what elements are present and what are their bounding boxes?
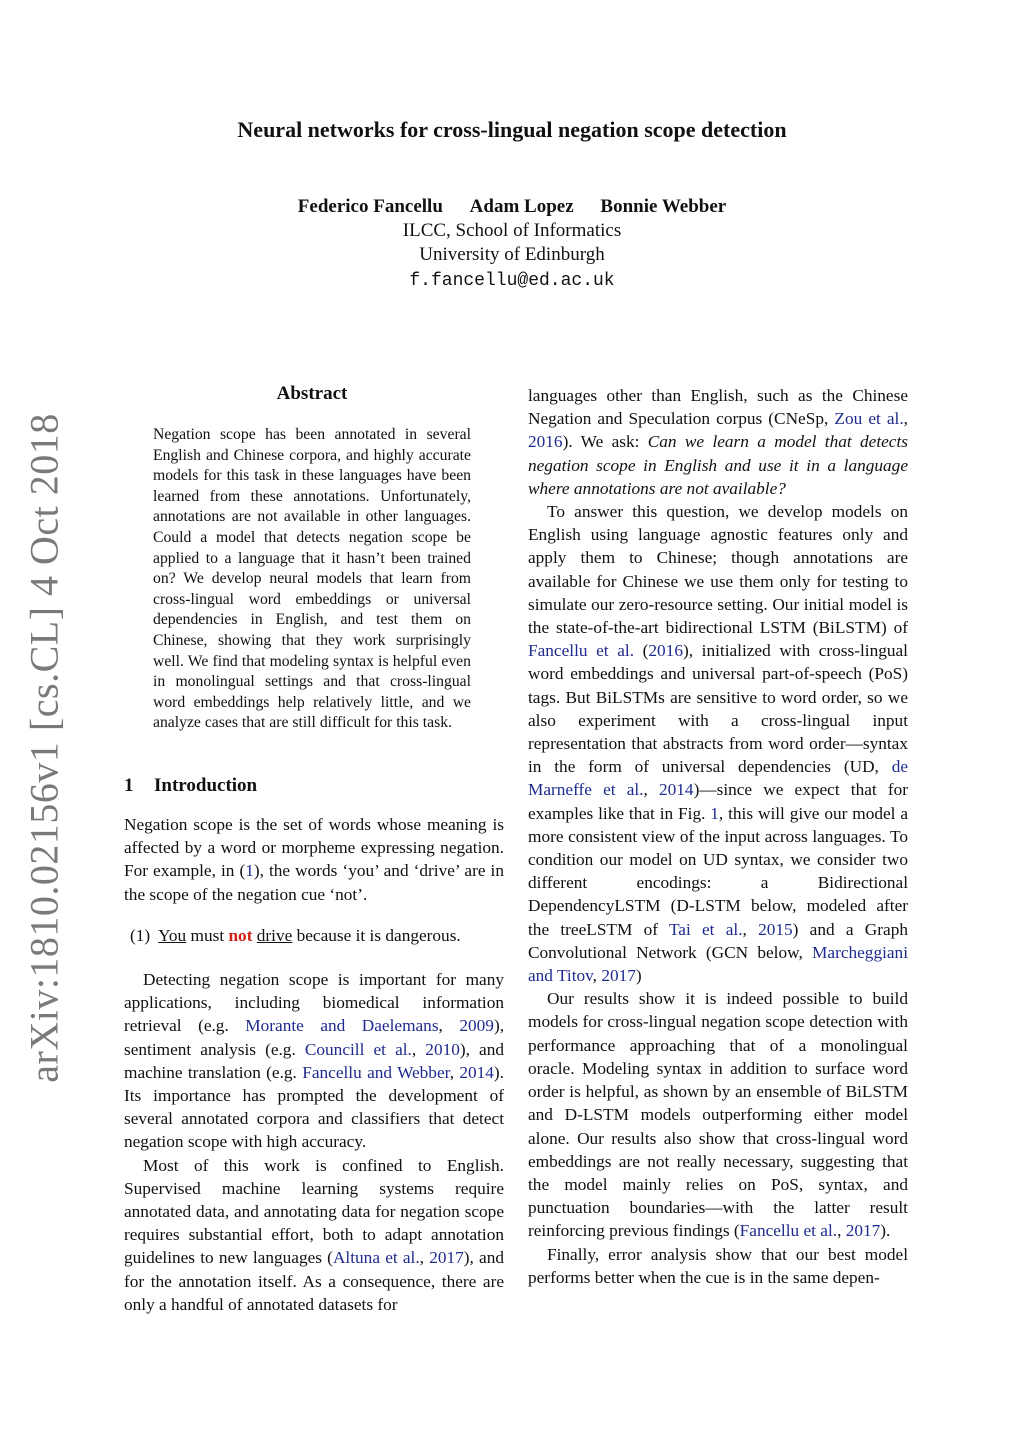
section-number: 1 <box>124 775 134 796</box>
citation-year-link[interactable]: 2016 <box>528 432 563 452</box>
example-number: (1) <box>130 926 151 945</box>
example-ref-link[interactable]: 1 <box>245 861 254 881</box>
abstract-text: Negation scope has been annotated in several English and Chinese corpora, and highly accurate models for this task in these languages have been learned from these annotations. Unfortunately, annotations are not available in other languages. Could a model that detects negation scope be applied to a language that it hasn’t been trained on? We develop neural models that learn from cross-lingual word embeddings or universal dependencies in English, and test them on Chinese, showing that they work surprisingly well. We find that modeling syntax is helpful even in monolingual settings and that cross-lingual word embeddings help relatively little, and we analyze cases that are still difficult for this task. <box>153 426 471 732</box>
negation-example: (1) You must not drive because it is dangerous. <box>130 926 461 945</box>
citation-year-link[interactable]: 2017 <box>429 1248 464 1268</box>
section-heading <box>124 775 257 797</box>
right-column: languages other than English, such as the Chinese Negation and Speculation corpus (CNeSp, Zou et al., 2016). We ask: Can we learn a model that detects negation scope in English and use it in a language where annotations are not available? To answer this question, we develop models on English using language agnostic features only and apply them to Chinese; though annotations are available for Chinese we use them only for testing to simulate our zero-resource setting. Our initial model is the state-of-the-art bidirectional LSTM (BiLSTM) of Fancellu et al. (2016), initialized with cross-lingual word embeddings and universal part-of-speech (PoS) tags. But BiLSTMs are sensitive to word order, so we also experiment with a cross-lingual input representation that abstracts from word order—syntax in the form of universal dependencies (UD, de Marneffe et al., 2014)—since we expect that for examples like that in Fig. 1, this will give our model a more consistent view of the input across languages. To condition our model on UD syntax, we consider two different encodings: a Bidirectional DependencyLSTM (D-LSTM below, modeled after the treeLSTM of Tai et al., 2015) and a Graph Convolutional Network (GCN below, Marcheggiani and Titov, 2017) Our results show it is indeed possible to build models for cross-lingual negation scope detection with performance approaching that of a monolingual oracle. Modeling syntax in addition to surface word order is helpful, as shown by an ensemble of BiLSTM and D-LSTM models outperforming either model alone. Our results also show that cross-lingual word embeddings are not really necessary, suggesting that the model mainly relies on PoS, syntax, and punctuation boundaries—with the latter result reinforcing previous findings (Fancellu et al., 2017). Finally, error analysis show that our best model performs better when the cue is in the same depen- <box>528 384 908 1289</box>
author-list <box>0 196 1024 218</box>
section-title: Introduction <box>154 775 258 796</box>
paper-title: Neural networks for cross-lingual negation scope detection <box>237 117 787 142</box>
author-name: Federico Fancellu <box>297 196 443 217</box>
author-email <box>0 269 1024 291</box>
citation-year-link[interactable]: 2010 <box>425 1039 460 1059</box>
citation-link[interactable]: Morante and Daelemans <box>245 1016 439 1036</box>
citation-link[interactable]: de Marneffe et al. <box>528 757 908 800</box>
final-paragraph: Finally, error analysis show that our best model performs better when the cue is in the same depen- <box>528 1244 908 1287</box>
citation-link[interactable]: Marcheggiani and Titov <box>528 942 908 986</box>
figure-ref-link[interactable]: 1 <box>710 803 719 823</box>
intro-paragraph-2: Detecting negation scope is important for many applications, including biomedical information retrieval (e.g. Morante and Daelemans, 2009), sentiment analysis (e.g. Councill et al., 2010), and machine translation (e.g. Fancellu and Webber, 2014). Its importance has prompted the development of several annotated corpora and classifiers that detect negation scope with high accuracy. Most of this work is confined to English. Supervised machine learning systems require annotated data, and annotating data for negation scope requires substantial effort, both to adapt annotation guidelines to new languages (Altuna et al., 2017), and for the annotation itself. As a consequence, there are only a handful of annotated datasets for <box>124 970 505 1314</box>
citation-link[interactable]: Tai et al. <box>668 919 743 939</box>
citation-year-link[interactable]: 2016 <box>648 641 683 661</box>
research-question: Can we learn a model that detects negation scope in English and use it in a language where annotations are not available? <box>528 432 908 498</box>
affiliation-line: ILCC, School of Informatics <box>402 220 622 241</box>
affiliation-line: University of Edinburgh <box>419 244 605 265</box>
arxiv-stamp-text: arXiv:1810.02156v1 [cs.CL] 4 Oct 2018 <box>21 413 67 1083</box>
citation-link[interactable]: Fancellu et al. <box>528 641 635 661</box>
author-name: Adam Lopez <box>469 196 574 217</box>
citation-year-link[interactable]: 2017 <box>845 1221 881 1241</box>
author-name: Bonnie Webber <box>600 196 727 217</box>
scope-word: You <box>158 926 187 945</box>
negation-cue: not <box>228 926 253 945</box>
citation-link[interactable]: Councill et al. <box>304 1039 412 1059</box>
abstract-heading: Abstract <box>276 383 348 404</box>
scope-word: drive <box>256 926 293 945</box>
citation-link[interactable]: Zou et al. <box>834 409 904 429</box>
citation-year-link[interactable]: 2014 <box>659 780 694 800</box>
citation-link[interactable]: Altuna et al. <box>332 1248 420 1268</box>
email-text: f.fancellu@ed.ac.uk <box>409 271 615 291</box>
citation-year-link[interactable]: 2014 <box>459 1062 494 1082</box>
intro-paragraph-1: Negation scope is the set of words whose meaning is affected by a word or morpheme expressing negation. For example, in (1), the words ‘you’ and ‘drive’ are in the scope of the negation cue ‘not’. <box>124 815 504 904</box>
citation-year-link[interactable]: 2017 <box>601 966 636 986</box>
citation-year-link[interactable]: 2009 <box>459 1016 494 1036</box>
citation-link[interactable]: Fancellu and Webber <box>302 1062 450 1082</box>
citation-link[interactable]: Fancellu et al. <box>739 1221 838 1241</box>
citation-year-link[interactable]: 2015 <box>758 919 793 939</box>
